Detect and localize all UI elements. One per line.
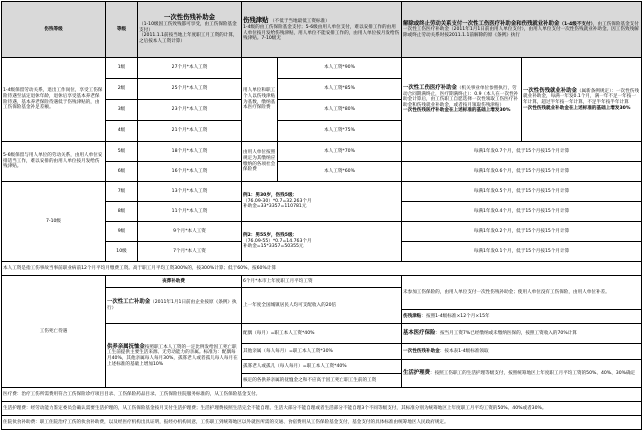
header-allowance	[242, 2, 402, 58]
lump-7: 13个月*本人工资	[138, 182, 242, 202]
grade-4: 4级	[106, 121, 138, 142]
grade-1: 1级	[106, 58, 138, 79]
other-value: =职工本人工资*30%	[288, 348, 333, 354]
header-termination	[402, 2, 642, 58]
header-disability-level: 伤残等级	[2, 2, 106, 58]
dependent-cell	[106, 324, 242, 388]
example-1-line-2: （76.09-30）*0.7=32.263个月	[243, 198, 312, 204]
funeral-title: 丧葬补助费	[106, 276, 242, 288]
wage-note: 本人工资是指工伤事故当事前职业病前12个月平均月缴费工资。高于职工月平均工资300%的，按300%计算；低于60%，按60%计算	[2, 262, 642, 276]
group-b-allowance-note: 由用人单位按照规定为其缴纳应缴纳的各项社会保险费	[242, 142, 278, 182]
lump-sum-note: （1-10级因工伤致残都可享受，由工伤保险基金支付）	[139, 22, 237, 33]
term-9: 每满1年发0.2个月，低于15个月按15个月计算	[402, 222, 642, 242]
term-medical-highlight: 一次性伤残医疗补助金在上述标准的基础上增发30%	[403, 108, 511, 114]
term-medical-body: （机关事业单位参照执行，劳动合同期满终止，医疗期满终止）：0.9（本人在一次性补助金计算后，由工伤职工自愿选择一次性领取工伤医疗补助金和伤残就业补助金，或者按月领取伤残津贴）	[403, 86, 519, 108]
lump-4: 21个月*本人工资	[138, 121, 242, 142]
termination-title: 解除或终止劳动关系支付一次性工伤医疗补助金和伤残就业补助金	[403, 20, 560, 27]
relief-title: 一次性工亡补助金	[107, 299, 151, 306]
term-employment-body: （属新条例规定）：一次性伤残就业补助金，每满一年发0.1个月，满一年不足一年按一年计算，超过半年按一年计算，不足半年按半年计算	[523, 88, 639, 105]
grade-10: 10级	[106, 242, 138, 262]
relapse-note: 未参加工伤保险的，由用人单位支付一次性伤残补助金；使用人单位没有工伤保险，由用人单位补差。	[402, 276, 642, 310]
right-medical-label: 基本医疗保险	[403, 330, 436, 337]
group-a-allowance-note: 用人单位和职工个人以伤残津贴为基数，缴纳基本医疗保险费	[242, 58, 278, 142]
allow-5: 本人工资*70%	[278, 142, 402, 162]
allow-3: 本人工资*80%	[278, 100, 402, 121]
right-medical-value: ：按当月工资7%已经缴纳或未缴纳医保的，按照工资收入的70%计算	[435, 331, 577, 337]
grade-7: 7级	[106, 182, 138, 202]
term-employment	[522, 58, 642, 142]
other-title: 其他亲属（每人每月）	[243, 348, 289, 354]
group-c-label: 7-10级	[2, 182, 106, 262]
header-lump-sum	[138, 2, 242, 58]
group-a-note: 1-4级保留劳动关系，退出工作岗位，享受工伤保险待遇至法定退休年龄，退休后享受基本养老保险待遇，基本养老保险待遇低于伤残津贴的，由工伤保险基金补足差额。	[2, 58, 106, 142]
orphan-value: =职工本人工资*40%	[302, 363, 347, 369]
dependent-body: 按照职工本人工资的一定比例发给因工死亡职工生前提供主要生活来源、无劳动能力的亲属。标准为：配偶每月40%，其他亲属每人每月30%，孤寡老人或者孤儿每人每月在上述标准的基础上增加10%	[107, 344, 238, 367]
footer-nursing: 生活护理费：经劳动能力鉴定委员会确认需要生活护理的，从工伤保险基金按月支付生活护理费；生活护理费按照生活完全不能自理、生活大部分不能自理或者生活部分不能自理3个不同等级支付，其标准分别为统筹地区上年度职工月平均工资的50%、40%或者30%。	[2, 402, 642, 416]
right-allowance-label: 伤残津贴	[403, 313, 422, 319]
grade-6: 6级	[106, 162, 138, 182]
death-label: 工伤死亡待遇	[2, 276, 106, 388]
right-allowance-value: ：按照1-4级标准×12个月×15年	[421, 313, 490, 319]
term-10: 每满1年发0.1个月，低于15个月按15个月计算	[402, 242, 642, 262]
spouse-title: 配偶（每月）	[243, 330, 271, 336]
group-b-note: 5-6级保留与用人单位的劳动关系，由用人单位安排适当工作，难以安排的由用人单位按月发给伤残津贴。	[2, 142, 106, 182]
lump-sum-extra: （2011.1.1前按当地上年度职工月工资的计算，之后按本人工资计算）	[139, 33, 238, 44]
lump-2: 25个月*本人工资	[138, 79, 242, 100]
term-8: 每满1年发0.4个月，低于15个月按15个月计算	[402, 202, 642, 222]
other-row	[242, 344, 402, 360]
spouse-row	[242, 324, 402, 344]
example-2-line-3: 补助金=15*3357=50355元	[243, 244, 304, 250]
orphan-title: 孤寡老人或孤儿（每人每月）	[243, 363, 303, 369]
spouse-value: =职工本人工资*40%	[270, 330, 315, 336]
example-1-line-3: 补助金=33*3357=110781元	[243, 204, 307, 210]
grade-2: 2级	[106, 79, 138, 100]
termination-note: （1-4级不支付）	[559, 21, 593, 27]
term-5: 每满1年发0.7个月，低于15个月按15个月计算	[402, 142, 642, 162]
right-care	[402, 360, 642, 388]
header-grade: 等级	[106, 2, 138, 58]
allow-4: 本人工资*75%	[278, 121, 402, 142]
grade-8: 8级	[106, 202, 138, 222]
example-1-line-1: 例1：男30岁，伤残5级：	[243, 193, 298, 199]
term-medical-title: 一次性工伤医疗补助金	[403, 85, 457, 92]
benefits-table	[1, 1, 642, 430]
right-allowance	[402, 310, 642, 324]
term-employment-title: 一次性伤残就业补助金	[523, 87, 577, 94]
example-2-line-2: （76.09-55）*0.7=14.763个月	[243, 238, 312, 244]
allowance-note: （不低于当地最低工资标准）	[270, 19, 330, 25]
lump-9: 9个月*本人工资	[138, 222, 242, 242]
term-6: 每满1年发0.6个月，低于15个月按15个月计算	[402, 162, 642, 182]
lump-10: 7个月*本人工资	[138, 242, 242, 262]
example-2	[242, 222, 402, 262]
termination-body: ，由工伤保险基金支付一次性工伤医疗补助金（2011年1月1日前由用人单位支付），由用人单位支付一次性伤残就业补助金。因工伤致残解除或终止劳动关系时按2011.1.1前解除的原《条例》执行	[403, 21, 639, 38]
lump-sum-title: 一次性伤残补助金	[163, 13, 216, 22]
funeral-body: 6个月*本市上年度职工月平均工资	[242, 276, 402, 288]
dependent-subtotal: 核定的各供养亲属的抚恤金之和不应高于因工死亡职工生前的工资	[242, 374, 402, 388]
grade-9: 9级	[106, 222, 138, 242]
allow-1: 本人工资*90%	[278, 58, 402, 79]
grade-3: 3级	[106, 100, 138, 121]
example-2-line-1: 例2：男55岁，伤残5级：	[243, 233, 298, 239]
right-employment-value: ：按本表1-4级标准领取	[439, 348, 489, 354]
lump-1: 27个月*本人工资	[138, 58, 242, 79]
right-care-label: 生活护理费	[403, 370, 430, 377]
lump-6: 16个月*本人工资	[138, 162, 242, 182]
allowance-body: 1-4级的由工伤保险基金支付；5-6级由用人单位支付，难以安排工作的由用人单位按月发给伤残津贴，用人单位不能安排工作的，由用人单位按月发给伤残津贴。7-10级无	[243, 25, 400, 42]
dependent-title: 供养亲属抚恤金	[107, 343, 145, 350]
allow-2: 本人工资*85%	[278, 79, 402, 100]
lump-8: 11个月*本人工资	[138, 202, 242, 222]
relief-formula: 上一年度全国城镇居民人均可支配收入的20倍	[242, 288, 402, 324]
example-1	[242, 182, 402, 222]
allow-6: 本人工资*60%	[278, 162, 402, 182]
footer-medical: 医疗费：治疗工伤所需费用符合工伤保险诊疗项目目录、工伤保险药品目录、工伤保险住院服务标准的，从工伤保险基金支付。	[2, 388, 642, 402]
term-employment-highlight: 一次性伤残就业补助金在上述标准的基础上增发30%	[523, 105, 631, 111]
relief-body: （2011年1月1日前由企业按原《条例》执行）	[107, 300, 237, 311]
relief-cell	[106, 288, 242, 324]
lump-3: 23个月*本人工资	[138, 100, 242, 121]
term-7: 每满1年发0.5个月，低于15个月按15个月计算	[402, 182, 642, 202]
lump-5: 18个月*本人工资	[138, 142, 242, 162]
right-employment	[402, 344, 642, 360]
right-medical	[402, 324, 642, 344]
orphan-row	[242, 360, 402, 374]
grade-5: 5级	[106, 142, 138, 162]
allowance-title: 伤残津贴	[243, 16, 269, 25]
right-care-value: ：按照工伤职工的生活护理等级支付，按照统筹地区上年度职工月平均工资的50%、40%、30%确定	[429, 371, 636, 377]
term-medical	[402, 58, 522, 142]
right-employment-label: 一次性伤残补助金	[403, 348, 440, 354]
footer-injury: 住院伙食补助费：职工住院治疗工伤的伙食补助费，以及经医疗机构出具证明，报经办机构同意，工伤职工到统筹地区以外就医所需的交通、食宿费用从工伤保险基金支付，基金支付的具体标准由统筹地区人民政府规定。	[2, 416, 642, 430]
